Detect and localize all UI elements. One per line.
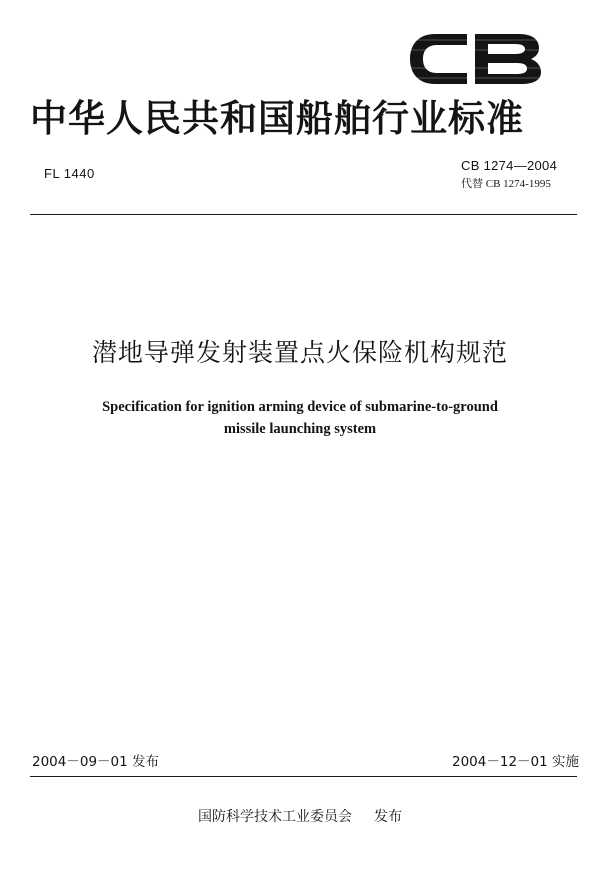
standard-type-heading: 中华人民共和国船舶行业标准 [30,97,524,140]
logo-letter-c [410,34,467,84]
implementation-date: 2004－12－01 实施 [452,754,580,770]
english-title-line-2: missile launching system [223,421,377,437]
document-title-chinese: 潜地导弹发射装置点火保险机构规范 [91,338,508,367]
standard-number: CB 1274—2004 [461,158,558,173]
logo-letter-b [475,34,541,84]
footer-divider [30,776,577,777]
issuer-line [0,806,600,826]
classification-code: FL 1440 [44,166,95,181]
issuer-organization: 国防科学技术工业委员会 [198,809,352,825]
english-title-line-1: Specification for ignition arming device of submarine-to-ground [102,399,498,415]
issue-date: 2004－09－01 发布 [32,754,160,770]
header-divider [30,214,577,215]
issuer-action: 发布 [374,809,402,825]
cb-logo-icon [405,28,545,90]
document-title-english [0,396,600,440]
replaces-standard: 代替 CB 1274-1995 [461,178,551,190]
